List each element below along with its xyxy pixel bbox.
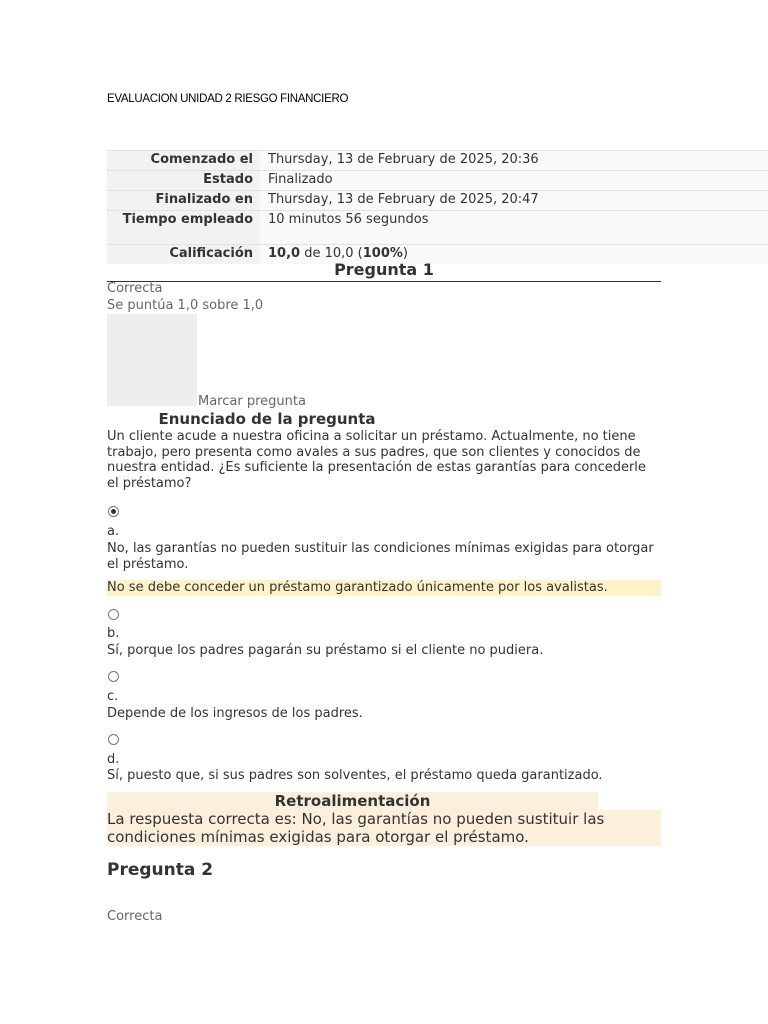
- grade-of: de 10,0 (: [300, 246, 363, 261]
- specific-feedback: No se debe conceder un préstamo garantizado únicamente por los avalistas.: [107, 580, 661, 596]
- summary-value: Finalizado: [260, 171, 768, 191]
- summary-row-time-taken: [107, 211, 768, 245]
- summary-value: 10 minutos 56 segundos: [260, 211, 768, 245]
- option-d-radio[interactable]: [108, 734, 119, 745]
- option-a-letter: a.: [107, 524, 120, 539]
- option-c-radio[interactable]: [108, 671, 119, 682]
- question-2-status: Correcta: [107, 909, 163, 924]
- option-a-text[interactable]: No, las garantías no pueden sustituir las condiciones mínimas exigidas para otorgar el préstamo.: [107, 541, 654, 572]
- option-d-text[interactable]: Sí, puesto que, si sus padres son solventes, el préstamo queda garantizado.: [107, 768, 603, 783]
- option-b-radio[interactable]: [108, 609, 119, 620]
- summary-row-finished: [107, 191, 768, 211]
- option-d-letter: d.: [107, 752, 120, 767]
- option-c-text[interactable]: Depende de los ingresos de los padres.: [107, 706, 363, 721]
- summary-label: Estado: [107, 171, 260, 191]
- question-1-status: Correcta: [107, 281, 163, 296]
- summary-value: Thursday, 13 de February de 2025, 20:36: [260, 151, 768, 171]
- option-a-radio[interactable]: [108, 506, 119, 517]
- grade-score: 10,0: [268, 246, 301, 261]
- summary-label: Calificación: [107, 245, 260, 265]
- grade-percent: 100%: [362, 246, 403, 261]
- question-1-heading: Pregunta 1: [107, 259, 661, 282]
- summary-label: Finalizado en: [107, 191, 260, 211]
- summary-value: Thursday, 13 de February de 2025, 20:47: [260, 191, 768, 211]
- statement-heading: Enunciado de la pregunta: [158, 410, 376, 428]
- right-answer-feedback: La respuesta correcta es: No, las garantías no pueden sustituir las condiciones mínimas exigidas para otorgar el préstamo.: [107, 810, 661, 846]
- summary-label: Comenzado el: [107, 151, 260, 171]
- option-b-text[interactable]: Sí, porque los padres pagarán su préstamo si el cliente no pudiera.: [107, 643, 544, 658]
- question-1-points: Se puntúa 1,0 sobre 1,0: [107, 298, 264, 313]
- grade-close: ): [402, 246, 408, 261]
- flag-icon[interactable]: [107, 314, 197, 406]
- option-c-letter: c.: [107, 689, 119, 704]
- option-b-letter: b.: [107, 626, 120, 641]
- summary-label: Tiempo empleado: [107, 211, 260, 245]
- summary-row-started: [107, 151, 768, 171]
- summary-row-state: [107, 171, 768, 191]
- feedback-heading: Retroalimentación: [107, 792, 598, 810]
- flag-question-link[interactable]: Marcar pregunta: [198, 394, 306, 409]
- question-2-heading: Pregunta 2: [107, 860, 214, 880]
- question-1-text: Un cliente acude a nuestra oficina a solicitar un préstamo. Actualmente, no tiene trabajo, pero presenta como avales a sus padres, que son clientes y conocidos de nuestra entidad. ¿Es suficiente la presentación de estas garantías para concederle el préstamo?: [107, 429, 646, 491]
- document-title: EVALUACION UNIDAD 2 RIESGO FINANCIERO: [107, 93, 349, 105]
- attempt-summary-table: [107, 150, 768, 264]
